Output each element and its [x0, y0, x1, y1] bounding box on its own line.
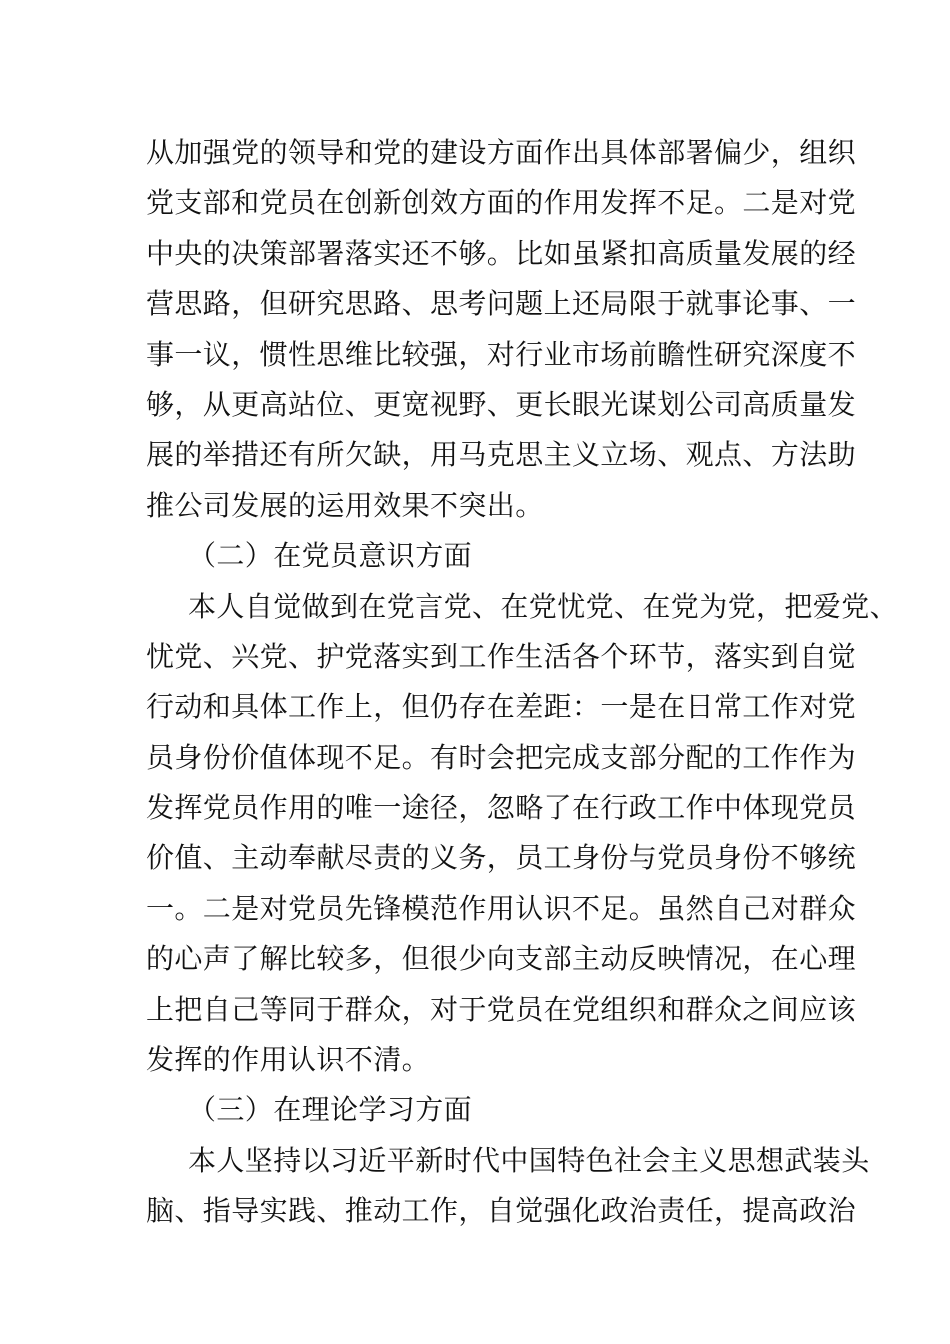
section-heading-theory-study: （三）在理论学习方面: [188, 1093, 473, 1127]
body-line: 事一议，惯性思维比较强，对行业市场前瞻性研究深度不: [146, 337, 857, 371]
body-line: 发挥党员作用的唯一途径，忽略了在行政工作中体现党员: [146, 791, 857, 825]
body-line: 员身份价值体现不足。有时会把完成支部分配的工作作为: [146, 740, 857, 774]
body-line: 忧党、兴党、护党落实到工作生活各个环节，落实到自觉: [146, 639, 857, 673]
body-line: 发挥的作用认识不清。: [146, 1043, 431, 1077]
body-line: 价值、主动奉献尽责的义务，员工身份与党员身份不够统: [146, 841, 857, 875]
body-line: 一。二是对党员先锋模范作用认识不足。虽然自己对群众: [146, 891, 857, 925]
body-line: 从加强党的领导和党的建设方面作出具体部署偏少，组织: [146, 136, 857, 169]
section-heading-party-awareness: （二）在党员意识方面: [188, 539, 473, 573]
body-line: 推公司发展的运用效果不突出。: [146, 488, 544, 522]
body-line: 党支部和党员在创新创效方面的作用发挥不足。二是对党: [146, 186, 857, 220]
paragraph-first-line: 本人自觉做到在党言党、在党忧党、在党为党，把爱党、: [188, 589, 899, 623]
body-line: 营思路，但研究思路、思考问题上还局限于就事论事、一: [146, 287, 857, 321]
body-line: 的心声了解比较多，但很少向支部主动反映情况，在心理: [146, 942, 857, 976]
body-line: 够，从更高站位、更宽视野、更长眼光谋划公司高质量发: [146, 387, 857, 421]
body-line: 上把自己等同于群众，对于党员在党组织和群众之间应该: [146, 992, 857, 1026]
body-line: 行动和具体工作上，但仍存在差距：一是在日常工作对党: [146, 690, 857, 724]
paragraph-first-line: 本人坚持以习近平新时代中国特色社会主义思想武装头: [188, 1143, 870, 1177]
body-line: 中央的决策部署落实还不够。比如虽紧扣高质量发展的经: [146, 236, 857, 270]
body-line: 展的举措还有所欠缺，用马克思主义立场、观点、方法助: [146, 438, 857, 472]
document-body: [146, 128, 899, 1237]
body-line: 脑、指导实践、推动工作，自觉强化政治责任，提高政治: [146, 1194, 857, 1228]
